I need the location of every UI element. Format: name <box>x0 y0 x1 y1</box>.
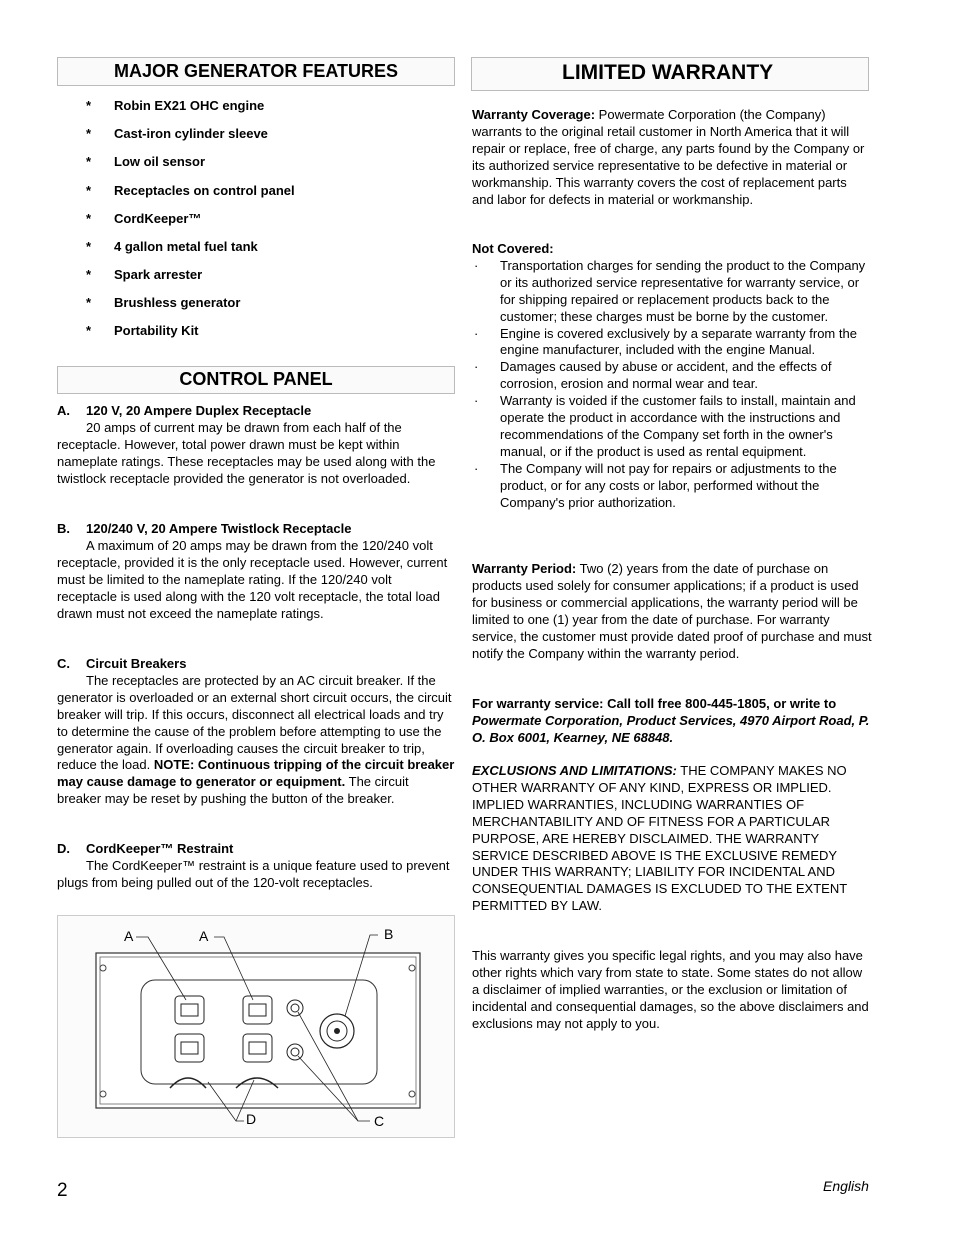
warranty-title: LIMITED WARRANTY <box>471 57 869 91</box>
not-covered: Not Covered: · Transportation charges for sending the product to the Company or its authorized service representative for warranty service, or for shipping repaired or replacement products back to the customer; these charges must be borne by the customer. · Engine is covered exclusively by a separate warranty from the engine manufacturer, included with the engine Manual. · Damages caused by abuse or accident, and the effects of corrosion, erosion and normal wear and tear. · Warranty is voided if the customer fails to install, maintain and operate the product in accordance with the instructions and recommendations of the Company set forth in the owner's manual, or if the product is used as rental equipment. · The Company will not pay for repairs or adjustments to the product, or for any costs or labor, performed without the Company's prior authorization. <box>472 241 872 512</box>
list-item: * Robin EX21 OHC engine <box>86 98 265 113</box>
exclusions: EXCLUSIONS AND LIMITATIONS: THE COMPANY MAKES NO OTHER WARRANTY OF ANY KIND, EXPRESS OR IMPLIED. IMPLIED WARRANTIES, INCLUDING WARRANTIES OF MERCHANTABILITY AND OF FITNESS FOR A PARTICULAR PURPOSE, ARE HEREBY DISCLAIMED. THE WARRANTY SERVICE DESCRIBED ABOVE IS THE EXCLUSIVE REMEDY UNDER THIS WARRANTY; LIABILITY FOR INCIDENTAL AND CONSEQUENTIAL DAMAGES IS EXCLUDED TO THE EXTENT PERMITTED BY LAW. <box>472 763 847 914</box>
control-panel-title: CONTROL PANEL <box>57 366 455 394</box>
label-a: A <box>199 928 209 944</box>
list-item: * Receptacles on control panel <box>86 183 295 198</box>
circuit-breaker <box>287 1044 303 1060</box>
list-item: · Warranty is voided if the customer fails to install, maintain and operate the product in accordance with the instructions and recommendations of the Company set forth in the owner's manual, or if the product is used as rental equipment. <box>474 393 856 459</box>
warranty-coverage: Warranty Coverage: Powermate Corporation (the Company) warrants to the original retail customer in North America that it will repair or replace, free of charge, any parts found by the Company or its authorized service representative to be defective in material or workmanship. This warranty covers the cost of replacement parts and labor for defects in material or workmanship. <box>472 107 865 207</box>
list-item: * Cast-iron cylinder sleeve <box>86 126 268 141</box>
label-b: B <box>384 926 394 942</box>
list-item: * Brushless generator <box>86 295 241 310</box>
section-a: A. 120 V, 20 Ampere Duplex Receptacle 20 amps of current may be drawn from each half of the receptacle. However, total power drawn must be kept within nameplate ratings. These receptacles may be used along with the twistlock receptacle provided the generator is not overloaded. <box>57 403 436 486</box>
language-label: English <box>823 1178 869 1194</box>
page-number: 2 <box>57 1180 68 1201</box>
list-item: · Transportation charges for sending the product to the Company or its authorized service representative for warranty service, or for shipping repaired or replacement products back to the customer; these charges must be borne by the customer. <box>474 257 866 324</box>
list-item: * Low oil sensor <box>86 154 206 169</box>
list-item: * 4 gallon metal fuel tank <box>86 239 258 254</box>
section-d: D. CordKeeper™ Restraint The CordKeeper™ restraint is a unique feature used to prevent plugs from being pulled out of the 120-volt receptacles. <box>57 841 450 890</box>
warranty-period: Warranty Period: Two (2) years from the date of purchase on products used solely for consumer applications; if a product is used for business or commercial applications, the warranty period will be limited to one (1) year from the date of purchase. For warranty service, the customer must provide dated proof of purchase and must notify the Company within the warranty period. <box>472 561 872 661</box>
section-c: C. Circuit Breakers The receptacles are protected by an AC circuit breaker. If the generator is overloaded or an external short circuit occurs, the circuit breaker will trip. If this occurs, disconnect all electrical loads and try to determine the cause of the problem before attempting to use the generator again. If overloading causes the circuit breaker to trip, reduce the load. NOTE: Continuous tripping of the circuit breaker may cause damage to generator or equipment. The circuit breaker may be reset by pushing the button of the breaker. <box>57 656 455 807</box>
circuit-breaker <box>287 1000 303 1016</box>
legal-rights: This warranty gives you specific legal rights, and you may also have other rights which vary from state to state. Some states do not allow a disclaimer of implied warranties, or the exclusion or limitation of incidental and consequential damages, so the above disclaimers and exclusions may not apply to you. <box>472 948 869 1031</box>
list-item: * CordKeeper™ <box>86 211 202 226</box>
control-panel-figure <box>57 915 455 1138</box>
warranty-service: For warranty service: Call toll free 800-445-1805, or write to Powermate Corporation, Product Services, 4970 Airport Road, P. O. Box 6001, Kearney, NE 68848. <box>472 696 870 745</box>
twistlock-receptacle <box>320 1014 354 1048</box>
label-d: D <box>246 1111 257 1127</box>
label-a: A <box>124 928 134 944</box>
label-c: C <box>374 1113 385 1129</box>
list-item: · Engine is covered exclusively by a separate warranty from the engine manufacturer, included with the engine Manual. <box>474 325 857 358</box>
list-item: * Portability Kit <box>86 323 199 338</box>
list-item: · Damages caused by abuse or accident, and the effects of corrosion, erosion and normal wear and tear. <box>474 359 832 392</box>
features-title: MAJOR GENERATOR FEATURES <box>57 57 455 86</box>
list-item: * Spark arrester <box>86 267 203 282</box>
section-b: B. 120/240 V, 20 Ampere Twistlock Receptacle A maximum of 20 amps may be drawn from the 120/240 volt receptacle, provided it is the only receptacle used. However, current must be limited to the nameplate rating. If the 120/240 volt receptacle is used along with the 120 volt receptacle, the total load drawn must not exceed the nameplate ratings. <box>57 521 448 621</box>
list-item: · The Company will not pay for repairs or adjustments to the product, or for any costs or labor, performed without the Company's prior authorization. <box>474 460 837 510</box>
control-panel-diagram <box>58 916 454 1137</box>
